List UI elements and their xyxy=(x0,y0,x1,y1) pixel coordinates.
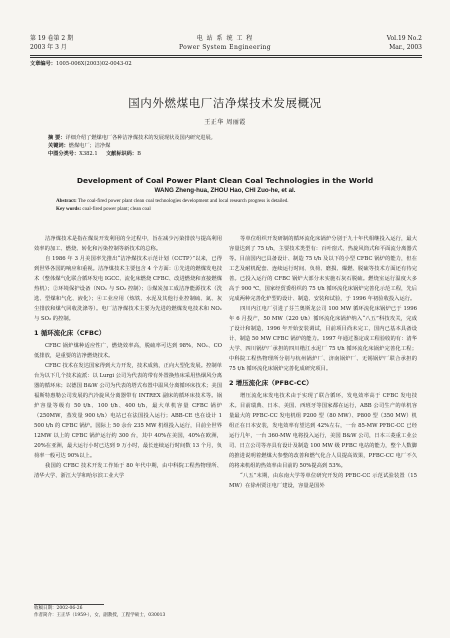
keywords-en-line xyxy=(56,206,396,214)
keywords-cn-label: 关键词： xyxy=(48,143,69,149)
footnote xyxy=(34,606,165,619)
keywords-cn-text: 燃煤电厂；洁净煤 xyxy=(68,143,111,149)
journal-issue-info xyxy=(30,34,73,52)
article-title-en: Development of Coal Power Plant Clean Coal Technologies in the World xyxy=(76,176,374,185)
keywords-cn-line xyxy=(48,142,402,150)
body-paragraph: 我国的 CFBC 技术开发工作始于 80 年代中期，由中科院工程热物理所、清华大学、浙江大学和哈尔滨工业大学 xyxy=(34,463,222,479)
classification-line xyxy=(48,150,402,158)
article-title-cn: 国内外燃煤电厂洁净煤技术发展概况 xyxy=(128,96,322,110)
body-paragraph: 洁净煤技术是指在煤炭开发利用的全过程中，旨在减少污染排放与提高利用效率的加工、燃烧、转化和污染控制等新技术的总称。 xyxy=(34,236,222,252)
abstract-cn-text: 详细介绍了燃煤电厂各种洁净煤技术的发展现状及国内研究进展。 xyxy=(65,135,216,141)
section-heading-pfbc: 2 增压流化床（PFBC-CC） xyxy=(229,379,313,387)
body-column-right xyxy=(229,234,417,491)
body-paragraph: 自 1986 年 3 月美国率先推出“洁净煤技术示范计划（CCTP）”以来，已得到世界各国的响应和重视。洁净煤技术主要包含 4 个方面：①先进的燃煤发电技术（整体煤气化联合循环发电 IGCC、流化床燃烧 CFBC、改进燃烧和直接燃煤热机）；②环境保护设备（NOₓ 与 SO₂ 控制）；③煤炭加工成洁净能源技术（洗选、型煤和气化、液化）；④工业应用（炼铁、水泥及其他行业控制硫、氮、灰尘排放和煤气回收洗涤等）。电厂洁净煤技术主要为先进的燃煤发电技术和 NOₓ 与 SO₂ 的控制。 xyxy=(34,256,222,322)
article-number-value: 1005-006X(2003)02-0043-02 xyxy=(55,61,132,67)
abstract-en-line xyxy=(56,198,396,206)
body-paragraph: 等单位组织开发研制的循环流化床锅炉分别于九十年代相继投入运行，最大容量达到了 75 t/h，主要技术类型有：百叶窗式、热旋风筒式和平面流分离器式等。目前国内已具备设计、制造 75 t/h 及以下的小型 CFBC 锅炉的能力，但在工艺及耐机配套、连续运行时间、负荷、磨损、爆燃、脱硫等技术方面还有待完善。已投入运行的 CFBC 锅炉大部分未实施石灰石脱硫。燃烧室运行温度大多高于 900 ℃，国家经贸委组织的 75 t/h 循环流化床锅炉完善化示范工程，先后完成两种完善化炉型的设计、制造、安装和试验，于 1996 年初验收投入运行。 xyxy=(229,236,417,302)
footnote-rule xyxy=(34,604,104,605)
authors-cn: 王正华 周丽霞 xyxy=(204,119,246,126)
journal-volume-no: Vol.19 No.2 xyxy=(386,35,422,42)
keywords-en-label: Key words: xyxy=(56,205,82,212)
journal-name-cn: 电 站 系 统 工 程 xyxy=(196,35,254,42)
journal-name-en: Power System Engineering xyxy=(178,44,272,51)
journal-volume-en xyxy=(387,34,422,52)
article-number-label: 文章编号： xyxy=(30,61,56,67)
doc-code-label: 文献标识码： xyxy=(105,151,138,157)
body-paragraph: 四川内江电厂引进了芬兰奥斯龙公司 100 MW 循环流化床锅炉已于 1996 年 6 月投产，50 MW（220 t/h）循环流化床锅炉纳入“八五”科技攻关，完成了设计和制造，1996 年开始安装调试，目前项目尚未完工，国内已基本具备设计、制造 50 MW CFBC 锅炉的能力。1997 年通过鉴定或工程验收的有：清华大学、四川锅炉厂承担的四川楷江水泥厂 75 t/h 循环流化床锅炉完善化工程；中科院工程热物理所分别与杭州锅炉厂、济南锅炉厂、无锡锅炉厂联合承担的 75 t/h 循环流化床锅炉完善化成研究项目。 xyxy=(229,306,417,372)
journal-name xyxy=(160,34,290,52)
abstract-en-label: Abstract: xyxy=(56,198,77,204)
abstract-cn-label: 摘 要： xyxy=(48,135,66,141)
footnote-author: 作者简介：王正华（1959-），女，副教授，工程学硕士，030013 xyxy=(34,612,166,618)
clc-label: 中图分类号： xyxy=(48,151,80,157)
body-paragraph: CFBC 技术在发达国家得到大力开发，技术成熟，正向大型化发展。控制单台为以下几个技术流派：以 Lurgi 公司为代表的带有外置换热床采用热烟风分离器的循环床；以德国 B&W 公司为代表的塔式布置中温风分离循环床技术；美国福斯特惠勒公司发展的汽冷旋风分离器带有 INTREX 副床的循环床技术等。锅炉容量等级有 50 t/h、100 t/h、400 t/h，最大单机容量 CFBC 锅炉（250MW，蒸发量 900 t/h）电站已在法国投入运行；ABB-CE 也在设计 1 500 t/h 的 CFBC 锅炉。国际上 50 余台 235 MW 机组投入运行，目前全世界 12MW 以上的 CFBC 锅炉运行约 300 台，其中 40%在美国，40%在欧洲，20%在亚洲，最大运行小时已达到 9 万小时，最长连续运行时间数 13 个月，负荷率一般可达 90%以上。 xyxy=(34,363,222,459)
abstract-cn xyxy=(48,134,402,158)
journal-volume: 第 19 卷第 2 期 xyxy=(30,35,74,42)
body-paragraph: CFBC 锅炉煤种适应性广，燃烧效率高，脱硫率可达到 98%，NOₓ、CO 低排放，是重要的洁净燃烧技术。 xyxy=(34,343,222,359)
abstract-en xyxy=(56,198,396,214)
article-number xyxy=(30,60,132,67)
abstract-cn-line xyxy=(48,134,402,142)
body-column-left xyxy=(34,234,222,481)
doc-code-value: B xyxy=(137,151,141,157)
body-paragraph: “八五”末期，由东南大学等单位研究开发的 PFBC-CC 示范试验装置（15 MW）在徐州贾汪电厂建设，容量是国外 xyxy=(229,473,417,489)
body-paragraph: 增压流化床发电技术由于实现了联合循环，发电效率高于 CFBC 发电技术。目前瑞典、日本、美国、西班牙等国家都在运行，ABB 公司生产的单机容量最大的 PFBC-CC 发电机组 P200 型（80 MW）、P800 型（350 MW）机组正在日本安装，发电效率有望达到 42%左右，一台 85-MW PFBC-CC 已经运行几年，一台 360-MW 电将投入运行，美国 B&W 公司，日本三菱重工业公司、日立公司等亦具有设计及制造 100 MW 级 PFBC 电站的能力，整个人数脚的推进说明着燃煤大参整的改善和燃气化合人员提高效果，PFBC-CC 电厂不久的将来机组的热效率由目前的 50%提高到 53%。 xyxy=(229,393,417,469)
abstract-en-text: The coal-fired power plant clean coal technologies development and local research progress is detailed. xyxy=(77,198,289,204)
keywords-en-text: coal-fired power plant; clean coal xyxy=(82,205,151,212)
footnote-received: 收稿日期：2002-06-26 xyxy=(34,606,83,611)
header-rule xyxy=(30,55,422,58)
section-heading-cfbc: 1 循环流化床（CFBC） xyxy=(34,329,106,337)
clc-value: X382.1 xyxy=(79,151,98,157)
journal-date-en: Mar., 2003 xyxy=(389,44,422,51)
journal-date: 2003 年 3 月 xyxy=(30,44,67,51)
authors-en: WANG Zheng-hua, ZHOU Hao, CHI Zuo-he, et al. xyxy=(154,187,296,194)
